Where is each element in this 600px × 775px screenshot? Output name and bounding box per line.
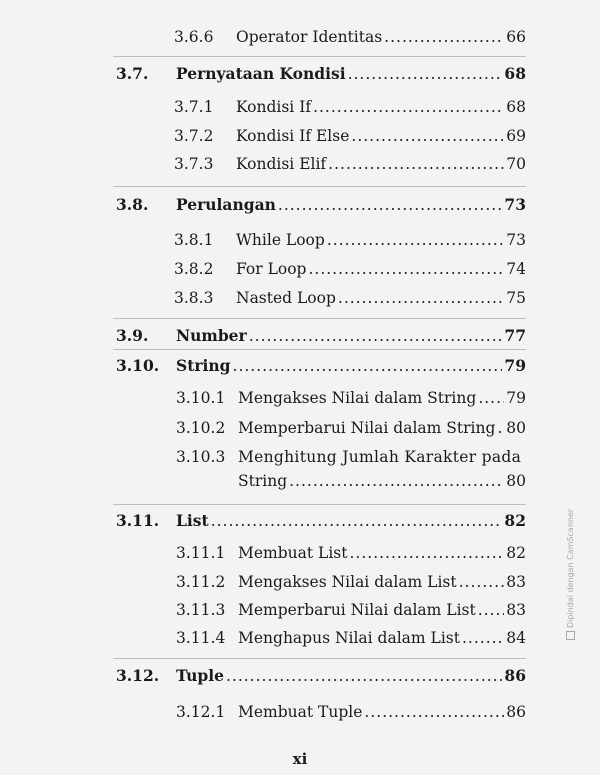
entry-title: Kondisi If Else bbox=[236, 127, 350, 145]
entry-title: Number bbox=[176, 326, 247, 345]
entry-page: 66 bbox=[506, 28, 526, 46]
entry-number: 3.7.1 bbox=[174, 98, 214, 116]
entry-number: 3.11.1 bbox=[176, 544, 226, 562]
scan-watermark-text: Dipindai dengan CamScanner bbox=[566, 508, 575, 628]
entry-title: Memperbarui Nilai dalam List bbox=[238, 601, 476, 619]
entry-number: 3.8.1 bbox=[174, 231, 214, 249]
toc-entry bbox=[0, 541, 600, 565]
toc-entry bbox=[0, 228, 600, 252]
entry-number: 3.10.2 bbox=[176, 419, 226, 437]
entry-title: Perulangan bbox=[176, 195, 276, 214]
entry-title: Kondisi If bbox=[236, 98, 312, 116]
entry-number: 3.9. bbox=[116, 326, 149, 345]
entry-page: 82 bbox=[504, 511, 526, 530]
entry-title: Menghapus Nilai dalam List bbox=[238, 629, 460, 647]
entry-number: 3.11. bbox=[116, 511, 160, 530]
entry-page: 73 bbox=[504, 195, 526, 214]
dot-leader bbox=[349, 541, 504, 565]
toc-entry bbox=[0, 25, 600, 49]
divider bbox=[113, 349, 526, 350]
entry-title-continuation: String bbox=[238, 472, 288, 490]
toc-entry bbox=[0, 626, 600, 650]
toc-entry bbox=[0, 193, 600, 217]
toc-entry bbox=[0, 664, 600, 688]
entry-number: 3.6.6 bbox=[174, 28, 214, 46]
dot-leader bbox=[226, 664, 502, 688]
dot-leader bbox=[478, 386, 504, 410]
entry-page: 86 bbox=[504, 666, 526, 685]
divider bbox=[113, 318, 526, 319]
dot-leader bbox=[348, 62, 503, 86]
divider bbox=[113, 504, 526, 505]
dot-leader bbox=[233, 354, 503, 378]
entry-page: 83 bbox=[506, 601, 526, 619]
entry-page: 74 bbox=[506, 260, 526, 278]
divider bbox=[113, 56, 526, 57]
entry-page: 79 bbox=[506, 389, 526, 407]
toc-entry bbox=[0, 386, 600, 410]
entry-page: 73 bbox=[506, 231, 526, 249]
entry-title: Tuple bbox=[176, 666, 224, 685]
entry-number: 3.7.3 bbox=[174, 155, 214, 173]
entry-title: Kondisi Elif bbox=[236, 155, 327, 173]
entry-number: 3.10.3 bbox=[176, 448, 226, 466]
dot-leader bbox=[211, 509, 503, 533]
entry-page: 75 bbox=[506, 289, 526, 307]
toc-entry bbox=[0, 257, 600, 281]
entry-title: Memperbarui Nilai dalam String bbox=[238, 419, 496, 437]
entry-title: Mengakses Nilai dalam String bbox=[238, 389, 477, 407]
scan-watermark bbox=[566, 509, 575, 640]
entry-page: 80 bbox=[506, 419, 526, 437]
entry-title: Menghitung Jumlah Karakter pada bbox=[238, 448, 522, 466]
divider bbox=[113, 658, 526, 659]
entry-number: 3.8.2 bbox=[174, 260, 214, 278]
entry-number: 3.7. bbox=[116, 64, 149, 83]
toc-entry bbox=[0, 354, 600, 378]
dot-leader bbox=[497, 416, 504, 440]
entry-page: 86 bbox=[506, 703, 526, 721]
entry-title: Pernyataan Kondisi bbox=[176, 64, 346, 83]
dot-leader bbox=[364, 700, 504, 724]
entry-page: 77 bbox=[504, 326, 526, 345]
dot-leader bbox=[278, 193, 503, 217]
dot-leader bbox=[328, 152, 504, 176]
entry-page: 70 bbox=[506, 155, 526, 173]
toc-entry bbox=[0, 509, 600, 533]
toc-entry bbox=[0, 700, 600, 724]
toc-entry bbox=[0, 124, 600, 148]
entry-title: Membuat Tuple bbox=[238, 703, 363, 721]
dot-leader bbox=[338, 286, 504, 310]
toc-entry bbox=[0, 152, 600, 176]
toc-entry bbox=[0, 62, 600, 86]
entry-number: 3.10.1 bbox=[176, 389, 226, 407]
entry-page: 68 bbox=[506, 98, 526, 116]
entry-title: Operator Identitas bbox=[236, 28, 383, 46]
entry-page: 79 bbox=[504, 356, 526, 375]
toc-entry-continuation bbox=[0, 469, 600, 493]
entry-page: 80 bbox=[506, 472, 526, 490]
entry-number: 3.12.1 bbox=[176, 703, 226, 721]
entry-number: 3.11.4 bbox=[176, 629, 226, 647]
dot-leader bbox=[384, 25, 504, 49]
toc-entry bbox=[0, 95, 600, 119]
entry-title: Mengakses Nilai dalam List bbox=[238, 573, 457, 591]
entry-page: 82 bbox=[506, 544, 526, 562]
divider bbox=[113, 186, 526, 187]
entry-number: 3.11.3 bbox=[176, 601, 226, 619]
dot-leader bbox=[459, 570, 505, 594]
dot-leader bbox=[289, 469, 504, 493]
entry-title: For Loop bbox=[236, 260, 307, 278]
entry-number: 3.11.2 bbox=[176, 573, 226, 591]
toc-entry bbox=[0, 598, 600, 622]
dot-leader bbox=[313, 95, 504, 119]
page-number: xi bbox=[292, 750, 308, 768]
entry-number: 3.7.2 bbox=[174, 127, 214, 145]
entry-number: 3.10. bbox=[116, 356, 160, 375]
entry-page: 83 bbox=[506, 573, 526, 591]
dot-leader bbox=[249, 324, 503, 348]
entry-page: 84 bbox=[506, 629, 526, 647]
entry-title: While Loop bbox=[236, 231, 325, 249]
toc-entry bbox=[0, 416, 600, 440]
entry-number: 3.8. bbox=[116, 195, 149, 214]
entry-title: String bbox=[176, 356, 231, 375]
toc-entry bbox=[0, 286, 600, 310]
entry-page: 68 bbox=[504, 64, 526, 83]
entry-number: 3.12. bbox=[116, 666, 160, 685]
scanner-icon bbox=[566, 631, 575, 640]
dot-leader bbox=[462, 626, 504, 650]
toc-entry bbox=[0, 570, 600, 594]
dot-leader bbox=[478, 598, 505, 622]
entry-title: List bbox=[176, 511, 209, 530]
entry-title: Membuat List bbox=[238, 544, 348, 562]
dot-leader bbox=[327, 228, 504, 252]
toc-entry bbox=[0, 324, 600, 348]
entry-title: Nasted Loop bbox=[236, 289, 336, 307]
dot-leader bbox=[351, 124, 504, 148]
dot-leader bbox=[308, 257, 504, 281]
entry-page: 69 bbox=[506, 127, 526, 145]
entry-number: 3.8.3 bbox=[174, 289, 214, 307]
toc-entry bbox=[0, 445, 600, 469]
